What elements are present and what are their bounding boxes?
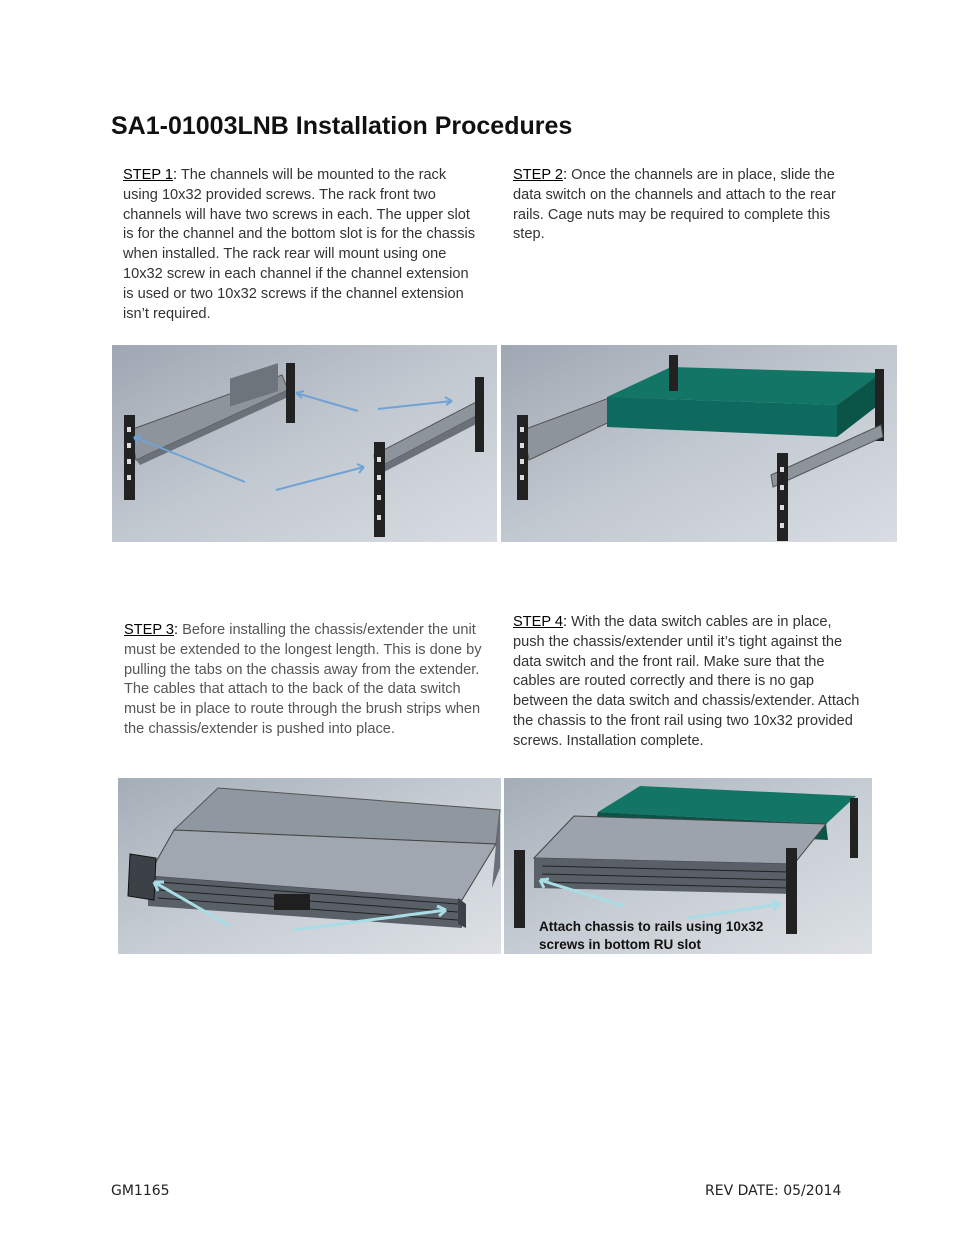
step-2-label: STEP 2 xyxy=(513,167,564,183)
step-1-label: STEP 1 xyxy=(123,167,174,183)
step-3-body: Before installing the chassis/extender the unit must be extended to the longest length. This is done by pulling the tabs on the chassis away from the extender. The cables that attach to the back of the data switch must be in place to route through the brush strips when the chassis/extender is pushed into place. xyxy=(124,622,482,737)
step-1-body: The channels will be mounted to the rack using 10x32 provided screws. The rack front two channels will have two screws in each. The upper slot is for the channel and the bottom slot is for the chassis when installed. The rack rear will mount using one 10x32 screw in each channel if the channel extension is used or two 10x32 screws if the channel extension isn’t required. xyxy=(123,167,476,322)
footer-doc-number: GM1165 xyxy=(111,1183,170,1199)
step-3-illustration xyxy=(118,778,501,954)
page-title: SA1-01003LNB Installation Procedures xyxy=(111,112,573,140)
figure-caption-line-1: Attach chassis to rails using 10x32 xyxy=(539,919,764,934)
step-3-text: STEP 3: Before installing the chassis/extender the unit must be extended to the longest length. This is done by pulling the tabs on the chassis away from the extender. The cables that attach to the back of the data switch must be in place to route through the brush strips when the chassis/extender is pushed into place. xyxy=(124,622,482,737)
step-2-illustration xyxy=(501,345,897,542)
footer-rev-date: REV DATE: 05/2014 xyxy=(705,1183,842,1199)
step-4-label: STEP 4 xyxy=(513,614,564,630)
figure-caption-line-2: screws in bottom RU slot xyxy=(539,937,702,952)
figure-caption xyxy=(539,918,763,954)
step-2-body: Once the channels are in place, slide the data switch on the channels and attach to the rear rails. Cage nuts may be required to complete this step. xyxy=(513,167,836,243)
step-4-text: STEP 4: With the data switch cables are in place, push the chassis/extender until it’s tight against the data switch and the front rail. Make sure that the cables are routed correctly and there is no gap between the data switch and chassis/extender. Attach the chassis to the front rail using two 10x32 provided screws. Installation complete. xyxy=(513,614,860,749)
step-1-illustration xyxy=(112,345,497,542)
step-2-text: STEP 2: Once the channels are in place, slide the data switch on the channels and attach to the rear rails. Cage nuts may be required to complete this step. xyxy=(513,167,836,243)
step-3-label: STEP 3 xyxy=(124,622,175,638)
step-4-body: With the data switch cables are in place, push the chassis/extender until it’s tight against the data switch and the front rail. Make sure that the cables are routed correctly and there is no gap between the data switch and chassis/extender. Attach the chassis to the front rail using two 10x32 provided screws. Installation complete. xyxy=(513,614,860,749)
step-1-text: STEP 1: The channels will be mounted to the rack using 10x32 provided screws. The rack front two channels will have two screws in each. The upper slot is for the channel and the bottom slot is for the chassis when installed. The rack rear will mount using one 10x32 screw in each channel if the channel extension is used or two 10x32 screws if the channel extension isn’t required. xyxy=(123,167,476,322)
